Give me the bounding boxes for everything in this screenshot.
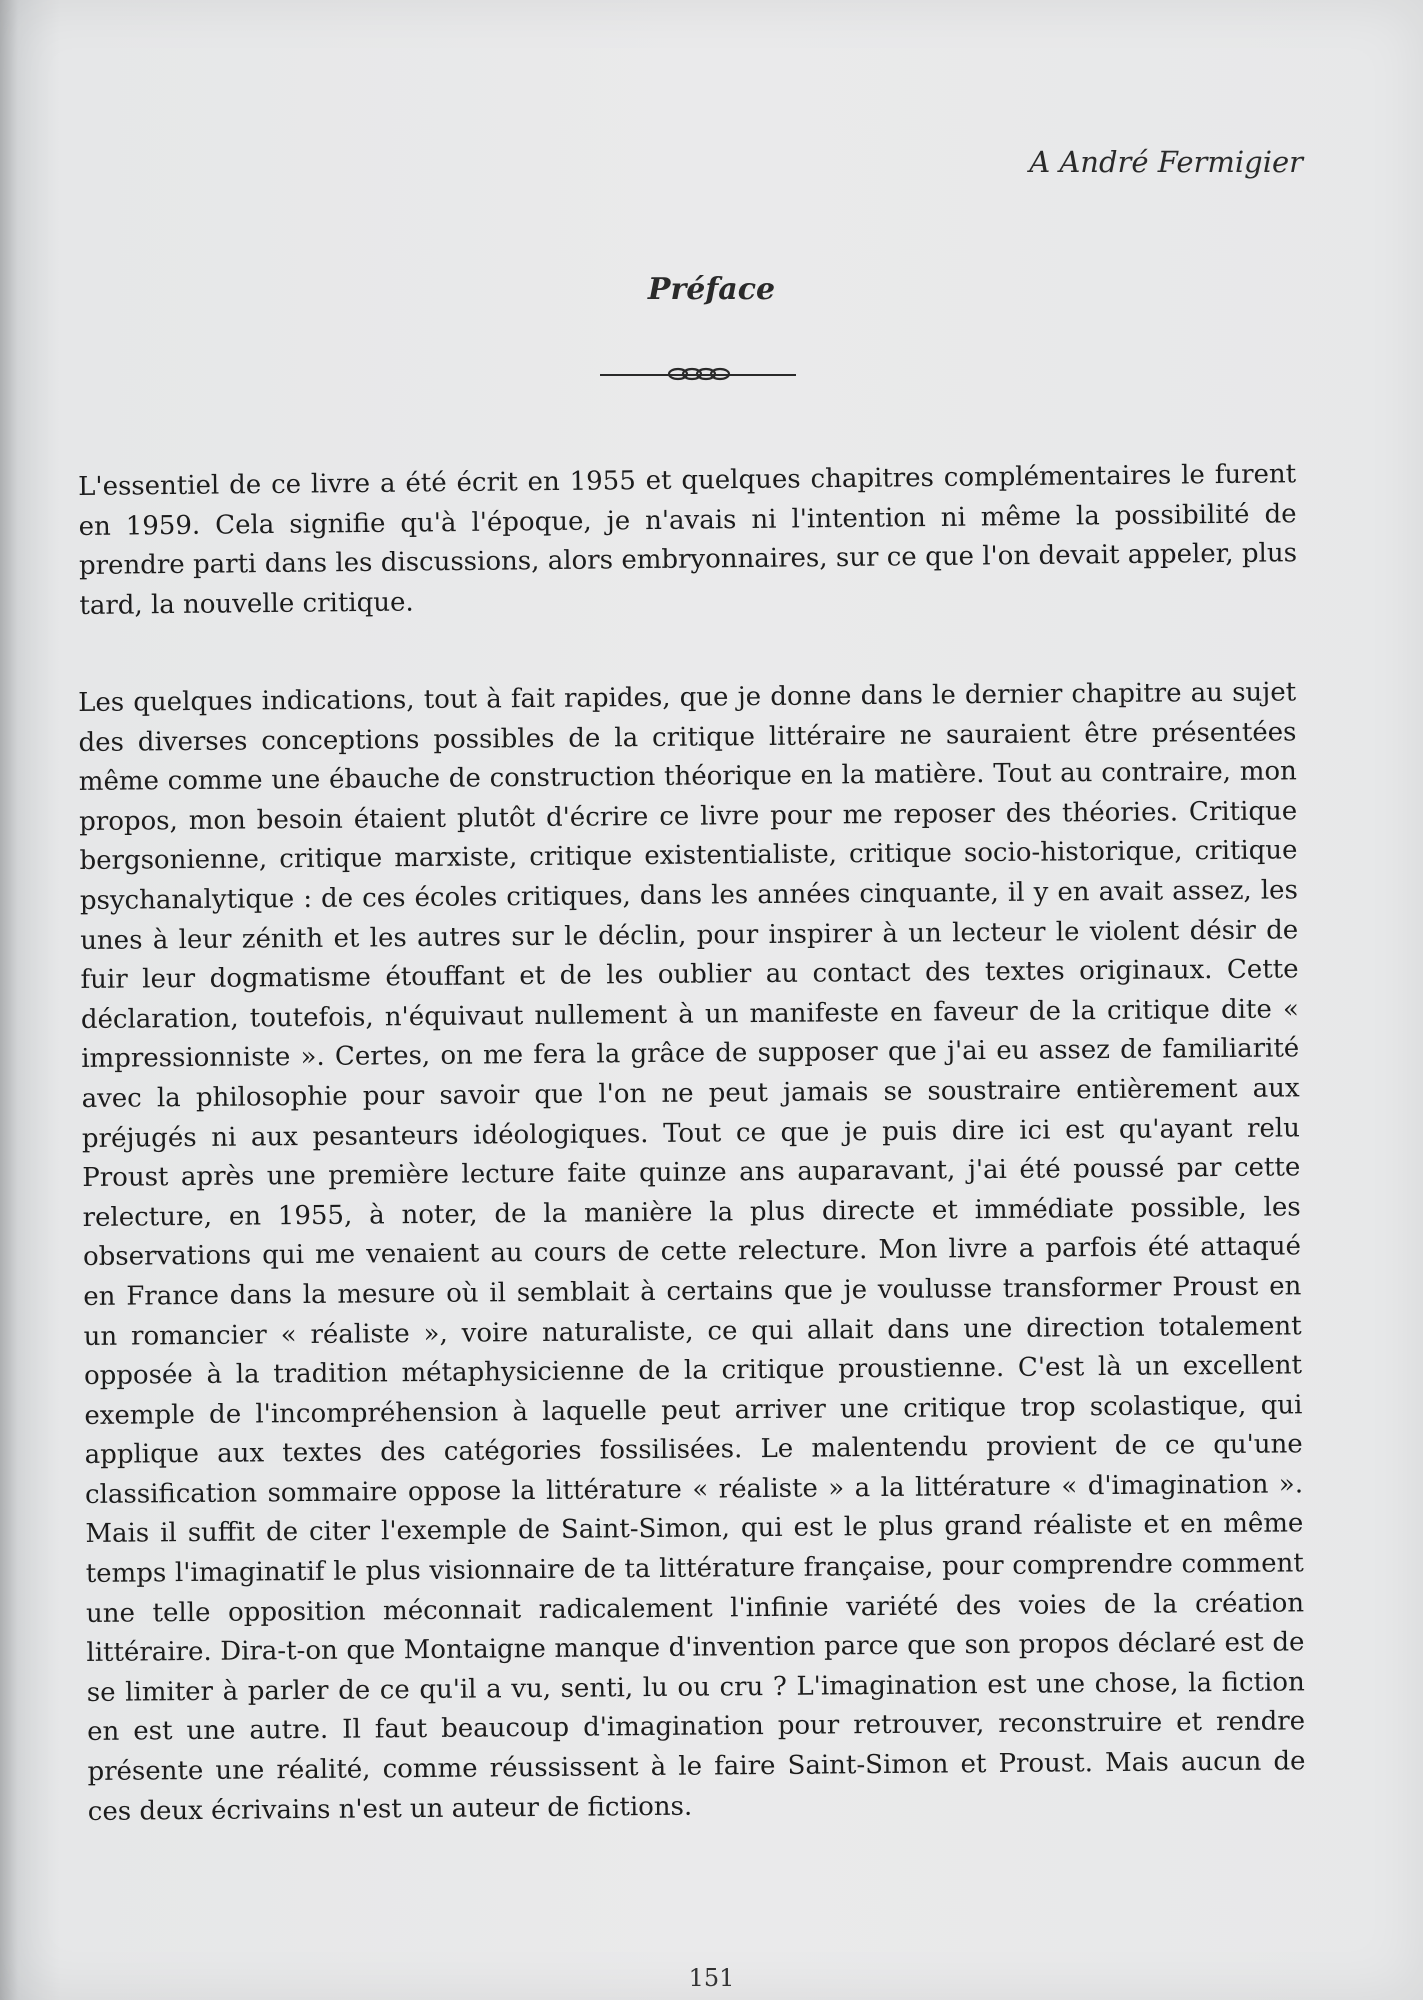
paragraph-intro: L'essentiel de ce livre a été écrit en 1955 et quelques chapitres complémentaires le furent en 1959. Cela signifie qu'à l'époque, je n'avais ni l'intention ni même la possibilité de prendre parti dans les discussions, alors embryonnaires, sur ce que l'on devait appeler, plus tard, la nouvelle critique.	[78, 459, 1298, 621]
swash-divider-icon	[600, 362, 796, 386]
dedication: A André Fermigier	[1029, 145, 1303, 179]
paragraph-main: Les quelques indications, tout à fait rapides, que je donne dans le dernier chapitre au sujet des diverses conceptions possibles de la critique littéraire ne sauraient être présentées même comme une ébauche de construction théorique en la matière. Tout au contraire, mon propos, mon besoin étaient plutôt d'écrire ce livre pour me reposer des théories. Critique bergsonienne, critique marxiste, critique existentialiste, critique socio-historique, critique psychanalytique : de ces écoles critiques, dans les années cinquante, il y en avait assez, les unes à leur zénith et les autres sur le déclin, pour inspirer à un lecteur le violent désir de fuir leur dogmatisme étouffant et de les oublier au contact des textes originaux. Cette déclaration, toutefois, n'équivaut nullement à un manifeste en faveur de la critique dite « impressionniste ». Certes, on me fera la grâce de supposer que j'ai eu assez de familiarité avec la philosophie pour savoir que l'on ne peut jamais se soustraire entièrement aux préjugés ni aux pesanteurs idéologiques. Tout ce que je puis dire ici est qu'ayant relu Proust après une première lecture faite quinze ans auparavant, j'ai été poussé par cette relecture, en 1955, à noter, de la manière la plus directe et immédiate possible, les observations qui me venaient au cours de cette relecture. Mon livre a parfois été attaqué en France dans la mesure où il semblait à certains que je voulusse transformer Proust en un romancier « réaliste », voire naturaliste, ce qui allait dans une direction totalement opposée à la tradition métaphysicienne de la critique proustienne. C'est là un excellent exemple de l'incompréhension à laquelle peut arriver une critique trop scolastique, qui applique aux textes des catégories fossilisées. Le malentendu provient de ce qu'une classification sommaire oppose la littérature « réaliste » a la littérature « d'imagination ». Mais il suffit de citer l'exemple de Saint-Simon, qui est le plus grand réaliste et en même temps l'imaginatif le plus visionnaire de ta littérature française, pour comprendre comment une telle opposition méconnait radicalement l'infinie variété des voies de la création littéraire. Dira-t-on que Montaigne manque d'invention parce que son propos déclaré est de se limiter à parler de ce qu'il a vu, senti, lu ou cru ? L'imagination est une chose, la fiction en est une autre. Il faut beaucoup d'imagination pour retrouver, reconstruire et rendre présente une réalité, comme réussissent à le faire Saint-Simon et Proust. Mais aucun de ces deux écrivains n'est un auteur de fictions.	[78, 677, 1306, 1827]
page-title: Préface	[647, 272, 776, 307]
page-number: 151	[688, 1964, 735, 1992]
